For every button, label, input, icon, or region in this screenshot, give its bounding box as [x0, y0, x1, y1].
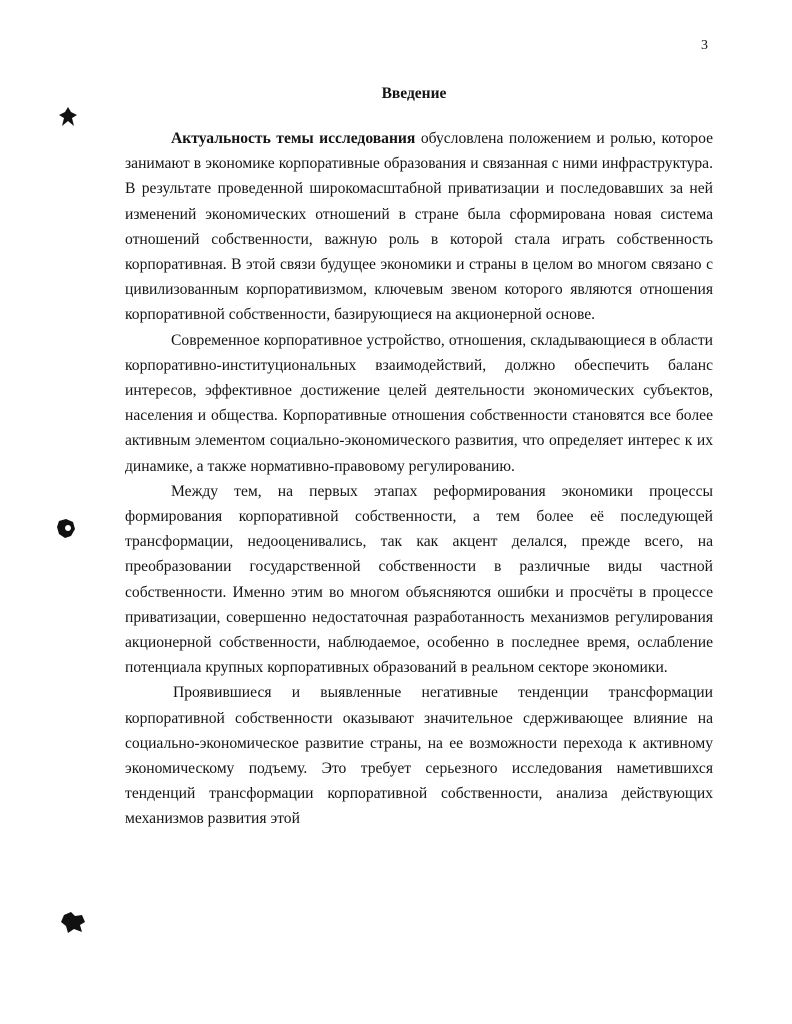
paragraph-2: Современное корпоративное устройство, отношения, складывающиеся в области корпоративно-институциональных взаимодействий, должно обеспечить баланс интересов, эффективное достижение целей деятельности экономических субъектов, населения и общества. Корпоративные отношения собственности становятся все более активным элементом социально-экономического развития, что определяет интерес к их динамике, а также нормативно-правовому регулированию. [125, 331, 713, 475]
paragraph-1-lead: Актуальность темы исследования [171, 130, 416, 147]
paragraph-1 [125, 126, 713, 328]
binding-hole-mark-icon [58, 106, 78, 128]
paragraph-1-text: обусловлена положением и ролью, которое занимают в экономике корпоративные образования и связанная с ними инфраструктура. В результате проведенной широкомасштабной приватизации и последовавших за ней изменений экономических отношений в стране была сформирована новая система отношений собственности, важную роль в которой стала играть собственность корпоративная. В этой связи будущее экономики и страны в целом во многом связано с цивилизованным корпоративизмом, ключевым звеном которого являются отношения корпоративной собственности, базирующиеся на акционерной основе. [125, 130, 714, 324]
paragraph-4: Проявившиеся и выявленные негативные тенденции трансформации корпоративной собственности оказывают значительное сдерживающее влияние на социально-экономическое развитие страны, на ее возможности перехода к активному экономическому подъему. Это требует серьезного исследования наметившихся тенденций трансформации корпоративной собственности, анализа действующих механизмов развития этой [125, 684, 713, 828]
body-text [125, 126, 713, 832]
binding-hole-mark-icon [60, 910, 86, 934]
section-heading: Введение [381, 85, 447, 102]
page-number: 3 [701, 38, 708, 53]
binding-hole-mark-icon [56, 518, 76, 540]
paragraph-3: Между тем, на первых этапах реформирования экономики процессы формирования корпоративной собственности, а тем более её последующей трансформации, недооценивались, так как акцент делался, прежде всего, на преобразовании государственной собственности в различные виды частной собственности. Именно этим во многом объясняются ошибки и просчёты в процессе приватизации, совершенно недостаточная разработанность механизмов регулирования акционерной собственности, наблюдаемое, особенно в последнее время, ослабление потенциала крупных корпоративных образований в реальном секторе экономики. [125, 482, 713, 677]
